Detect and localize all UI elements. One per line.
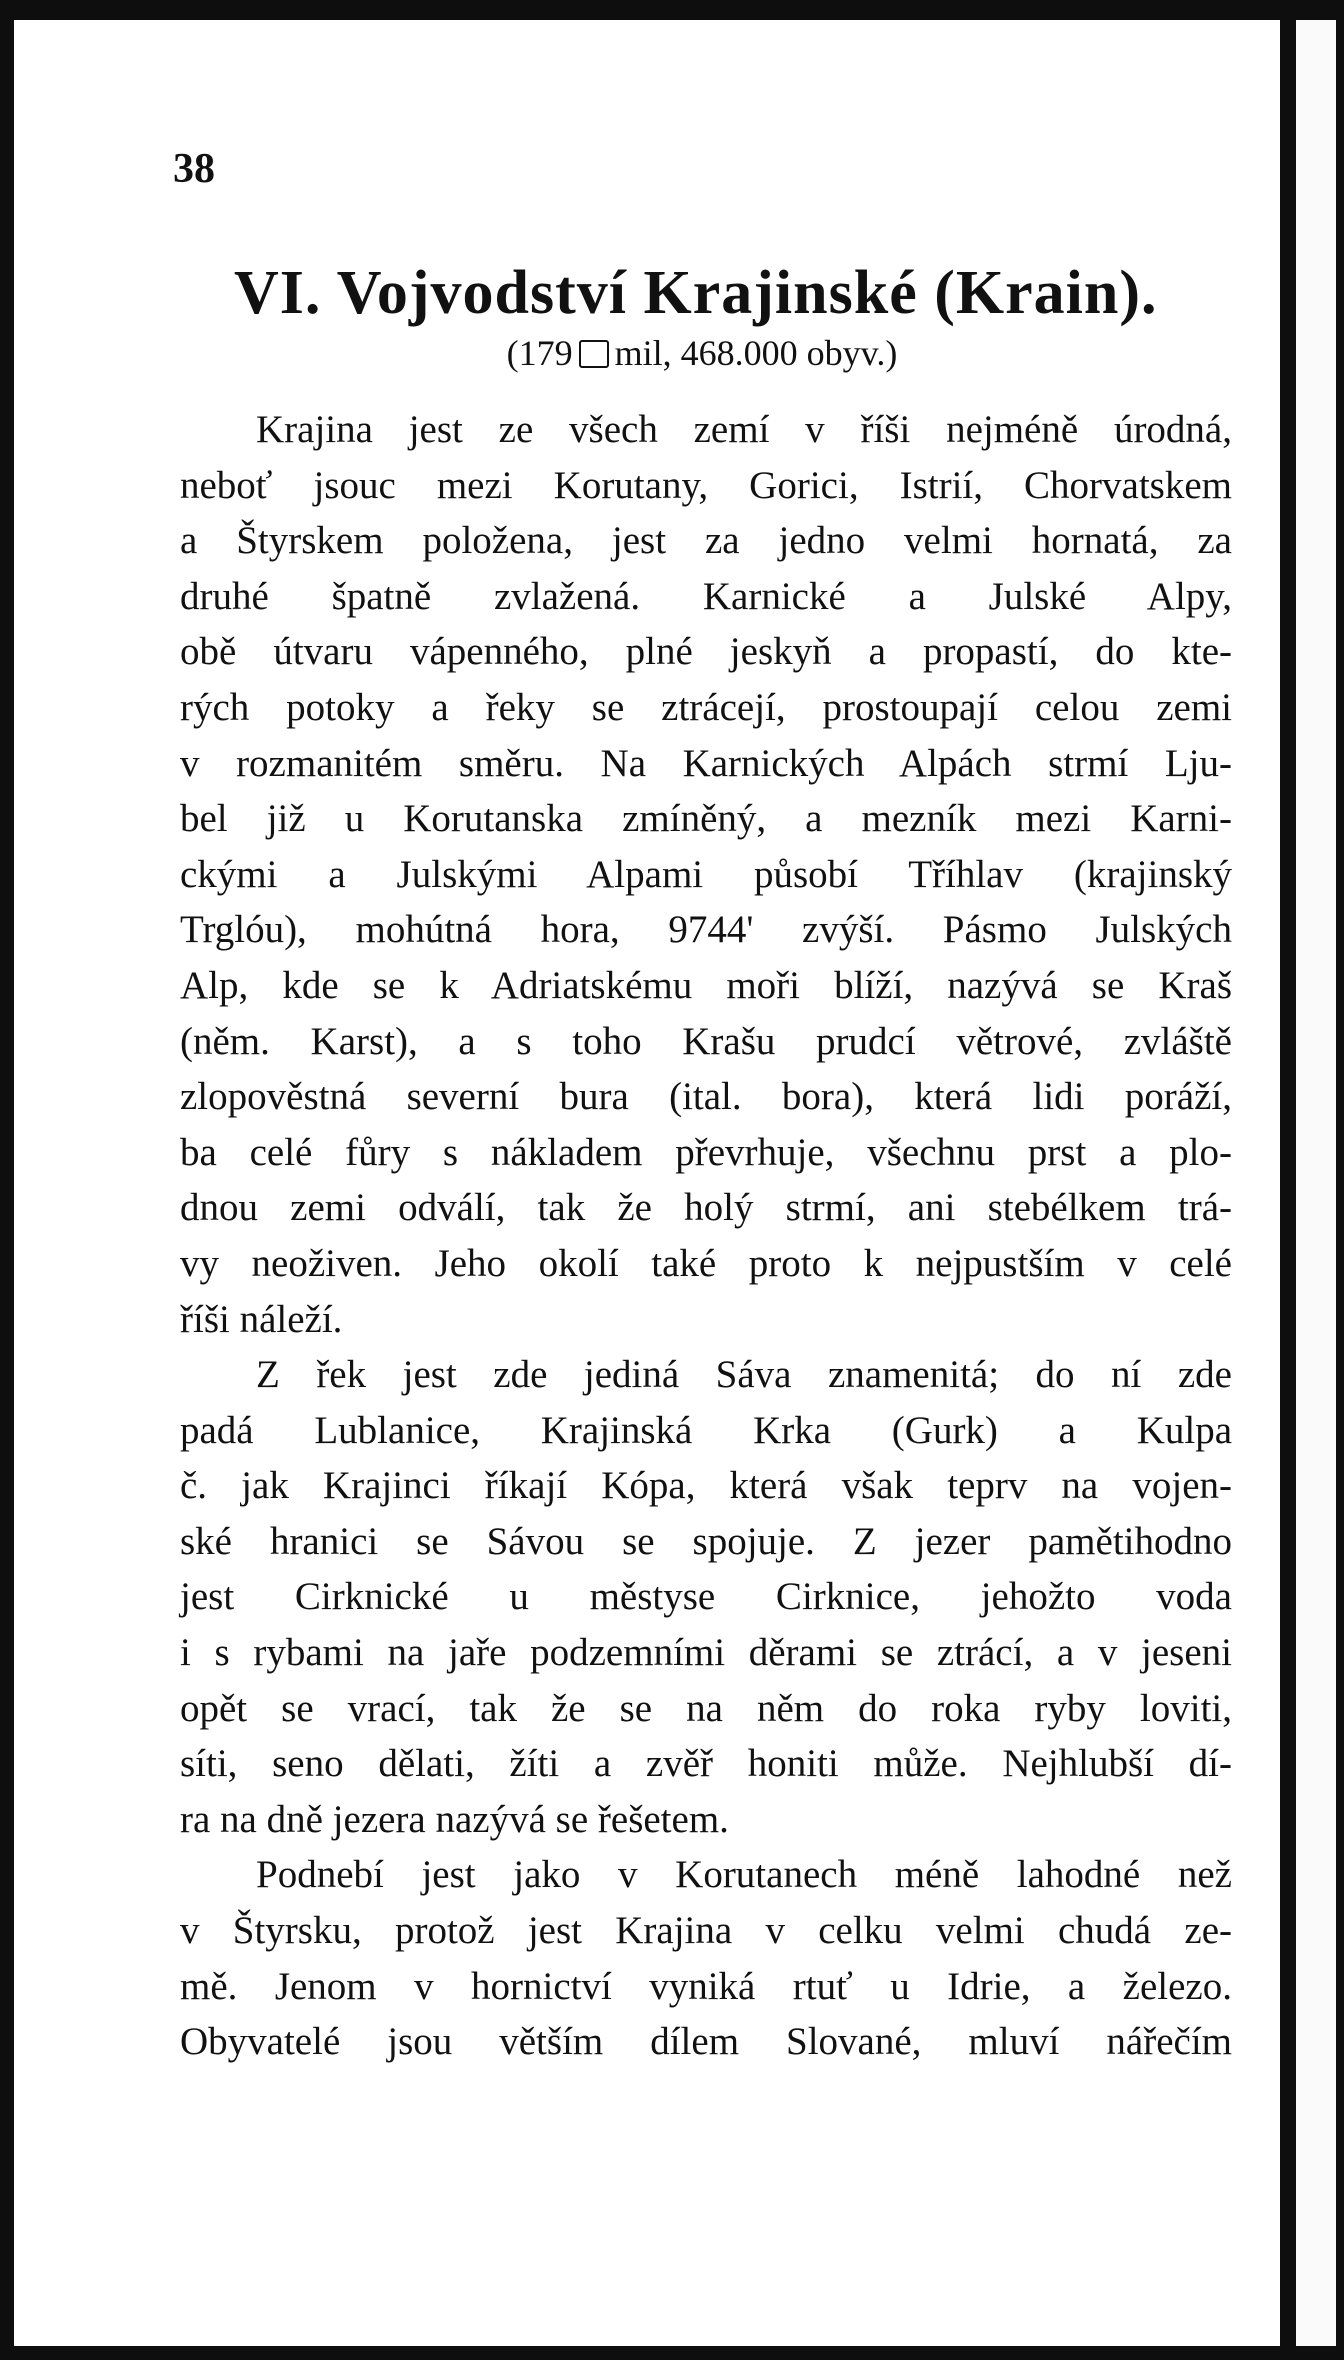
text-line: ra na dně jezera nazývá se řešetem.	[180, 1797, 729, 1841]
text-line: síti, seno dělati, žíti a zvěř honiti může. Nejhlubší dí-	[180, 1742, 1232, 1786]
text-line: dnou zemi odválí, tak že holý strmí, ani stebélkem trá-	[180, 1186, 1232, 1230]
text-line: bel již u Korutanska zmíněný, a mezník mezi Karni-	[180, 797, 1232, 841]
body-text	[180, 402, 1232, 2070]
chapter-subheading	[14, 332, 1280, 374]
text-line: Z řek jest zde jediná Sáva znamenitá; do ní zde	[256, 1353, 1232, 1397]
text-line: a Štyrskem položena, jest za jedno velmi hornatá, za	[180, 519, 1232, 563]
text-line: ba celé fůry s nákladem převrhuje, všechnu prst a plo-	[180, 1130, 1232, 1174]
area-unit-population: mil, 468.000 obyv.)	[614, 333, 898, 373]
text-line: vy neoživen. Jeho okolí také proto k nejpustším v celé	[180, 1241, 1232, 1285]
text-line: Trglóu), mohútná hora, 9744' zvýší. Pásmo Julských	[180, 908, 1232, 952]
text-line: mě. Jenom v hornictví vyniká rtuť u Idrie, a železo.	[180, 1964, 1232, 2008]
text-line: v rozmanitém směru. Na Karnických Alpách strmí Lju-	[180, 741, 1232, 785]
text-line: padá Lublanice, Krajinská Krka (Gurk) a Kulpa	[180, 1408, 1232, 1452]
text-line: č. jak Krajinci říkají Kópa, která však teprv na vojen-	[180, 1464, 1232, 1508]
page-number: 38	[173, 146, 215, 192]
text-line: neboť jsouc mezi Korutany, Gorici, Istrií, Chorvatskem	[180, 463, 1232, 507]
text-line: Podnebí jest jako v Korutanech méně lahodné než	[256, 1853, 1232, 1897]
text-line: i s rybami na jaře podzemními děrami se ztrácí, a v jeseni	[180, 1631, 1232, 1675]
text-line: (něm. Karst), a s toho Krašu prudcí větrové, zvláště	[180, 1019, 1232, 1063]
square-mile-symbol-icon	[579, 340, 609, 368]
chapter-heading: VI. Vojvodství Krajinské (Krain).	[234, 259, 1158, 327]
text-line: rých potoky a řeky se ztrácejí, prostoupají celou zemi	[180, 685, 1232, 729]
text-line: opět se vrací, tak že se na něm do roka ryby loviti,	[180, 1686, 1232, 1730]
text-line: Alp, kde se k Adriatskému moři blíží, nazývá se Kraš	[180, 963, 1232, 1007]
text-line: ské hranici se Sávou se spojuje. Z jezer pamětihodno	[180, 1519, 1232, 1563]
text-line: Obyvatelé jsou větším dílem Slované, mluví nářečím	[180, 2020, 1232, 2064]
text-line: říši náleží.	[180, 1297, 343, 1341]
text-line: ckými a Julskými Alpami působí Tříhlav (krajinský	[180, 852, 1232, 896]
text-line: druhé špatně zvlažená. Karnické a Julské Alpy,	[180, 574, 1232, 618]
text-line: jest Cirknické u městyse Cirknice, jehožto voda	[180, 1575, 1232, 1619]
area-value: (179	[506, 333, 573, 373]
text-line: v Štyrsku, protož jest Krajina v celku velmi chudá ze-	[180, 1909, 1232, 1953]
text-line: Krajina jest ze všech zemí v říši nejméně úrodná,	[256, 408, 1232, 451]
book-page	[14, 20, 1280, 2346]
facing-page-edge	[1296, 20, 1336, 2346]
text-line: obě útvaru vápenného, plné jeskyň a propastí, do kte-	[180, 630, 1232, 674]
text-line: zlopověstná severní bura (ital. bora), která lidi poráží,	[180, 1075, 1232, 1119]
